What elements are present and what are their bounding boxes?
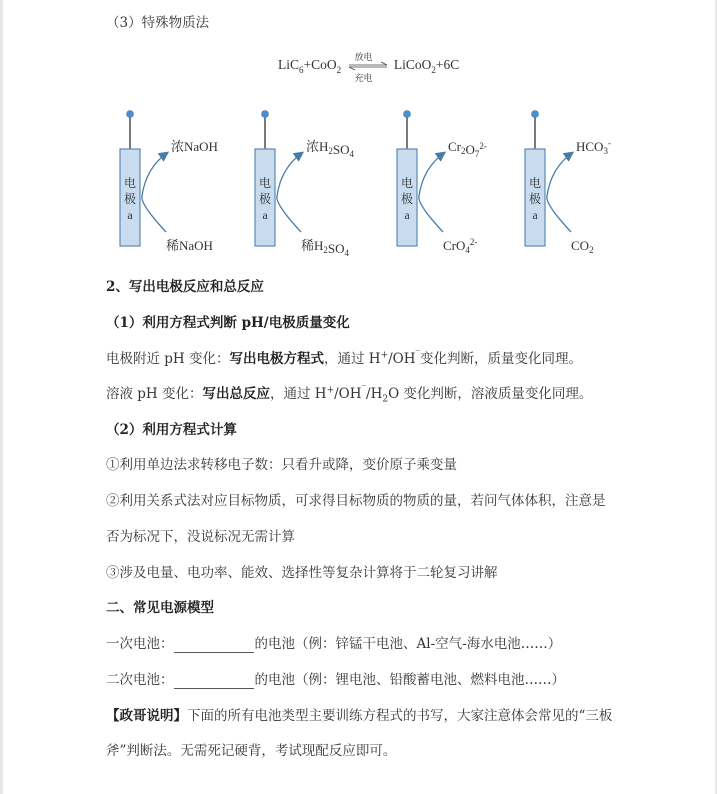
superscript: ‾ [415, 350, 421, 361]
product-label: 浓$H_2SO_4$ [306, 139, 355, 159]
superscript: + [380, 350, 389, 361]
superscript: + [326, 385, 335, 396]
list-item-2-continued: 否为标况下，没说标况无需计算 [106, 529, 295, 545]
product-label: 浓NaOH [171, 139, 218, 154]
subscript: 2 [382, 394, 389, 405]
note-tag: 【政哥说明】 [106, 708, 187, 724]
text: /OH [388, 351, 416, 367]
section-heading-power-models: 二、常见电源模型 [106, 600, 214, 616]
text: 电极附近 pH 变化： [106, 351, 230, 367]
electrode-label-char: 极 [258, 192, 272, 206]
text: ，通过 H [270, 386, 327, 402]
text: ，通过 H [324, 351, 381, 367]
flow-arrow-icon [142, 153, 167, 232]
arrow-label-charge: 充电 [354, 74, 373, 84]
electrode-label-char: 电 [400, 176, 414, 190]
flow-arrow-icon [547, 153, 572, 232]
arrow-label-discharge: 放电 [354, 53, 373, 63]
reactant-label: 稀$H_2SO_4$ [301, 238, 350, 258]
electrode-label-char: a [262, 208, 268, 222]
superscript: ‾ [361, 385, 367, 396]
electrode-label-char: 电 [258, 176, 272, 190]
paragraph-note [106, 707, 612, 725]
text: O 变化判断，溶液质量变化同理。 [388, 386, 593, 402]
terminal-dot-icon [262, 111, 269, 118]
electrode-label-char: 电 [123, 176, 137, 190]
list-item-1: ①利用单边法求转移电子数：只看升或降，变价原子乘变量 [106, 457, 457, 473]
paragraph-solution-ph [106, 385, 592, 403]
eq-sub: 2 [431, 64, 436, 75]
eq-term: LiCoO [393, 57, 432, 73]
eq-term: +CoO [303, 57, 337, 73]
electrode-label-char: 电 [528, 176, 542, 190]
eq-term: +6C [435, 57, 460, 73]
paragraph-note-continued: 斧”判断法。无需死记硬背，考试现配反应即可。 [106, 743, 397, 759]
eq-sub: 6 [299, 64, 304, 75]
fill-in-blank [174, 674, 254, 689]
text: 溶液 pH 变化： [106, 386, 203, 402]
product-label: $HCO_3^-$ [576, 138, 611, 156]
eq-term: LiC [278, 57, 300, 73]
terminal-dot-icon [532, 111, 539, 118]
label: 一次电池： [106, 636, 174, 652]
flow-arrow-icon [419, 153, 444, 232]
electrode-label-char: 极 [123, 192, 137, 206]
reactant-label: $CO_2$ [571, 238, 594, 255]
chemical-equation [278, 53, 460, 84]
terminal-dot-icon [404, 111, 411, 118]
electrode-label-char: a [404, 208, 410, 222]
electrode-label-char: a [532, 208, 538, 222]
text: /OH [334, 386, 362, 402]
text: 下面的所有电池类型主要训练方程式的书写，大家注意体会常见的“三板 [187, 708, 613, 724]
reversible-arrow [347, 53, 389, 84]
flow-arrow-icon [277, 153, 302, 232]
paragraph-secondary-battery [106, 671, 565, 689]
fill-in-blank [174, 638, 254, 653]
section-heading-special-substance: （3）特殊物质法 [106, 15, 210, 31]
paragraph-primary-battery [106, 635, 561, 653]
text: /H [366, 386, 383, 402]
text-emphasis: 写出电极方程式 [229, 351, 324, 367]
text: 的电池（例：锌锰干电池、Al-空气-海水电池……） [254, 636, 562, 652]
subheading-ph-mass-change: （1）利用方程式判断 pH/电极质量变化 [106, 315, 350, 331]
text-emphasis: 写出总反应 [202, 386, 270, 402]
electrode-label-char: 极 [400, 192, 414, 206]
reactant-label: CrO$_4^{2-}$ [443, 237, 478, 255]
subheading-equation-calc: （2）利用方程式计算 [106, 422, 237, 438]
electrode-diagrams [3, 100, 717, 260]
text: 的电池（例：锂电池、铅酸蓄电池、燃料电池……） [254, 672, 565, 688]
electrode-label-char: a [127, 208, 133, 222]
product-label: $Cr_2O_7^{2-}$ [448, 139, 487, 159]
eq-sub: 2 [336, 64, 342, 75]
label: 二次电池： [106, 672, 174, 688]
terminal-dot-icon [127, 111, 134, 118]
section-heading-electrode-reactions: 2、写出电极反应和总反应 [106, 279, 264, 295]
electrode-label-char: 极 [528, 192, 542, 206]
reactant-label: 稀NaOH [166, 238, 213, 253]
text: 变化判断，质量变化同理。 [420, 351, 583, 367]
list-item-2: ②利用关系式法对应目标物质，可求得目标物质的物质的量，若问气体体积，注意是 [106, 493, 606, 509]
paragraph-electrode-ph [106, 350, 582, 368]
list-item-3: ③涉及电量、电功率、能效、选择性等复杂计算将于二轮复习讲解 [106, 565, 498, 581]
